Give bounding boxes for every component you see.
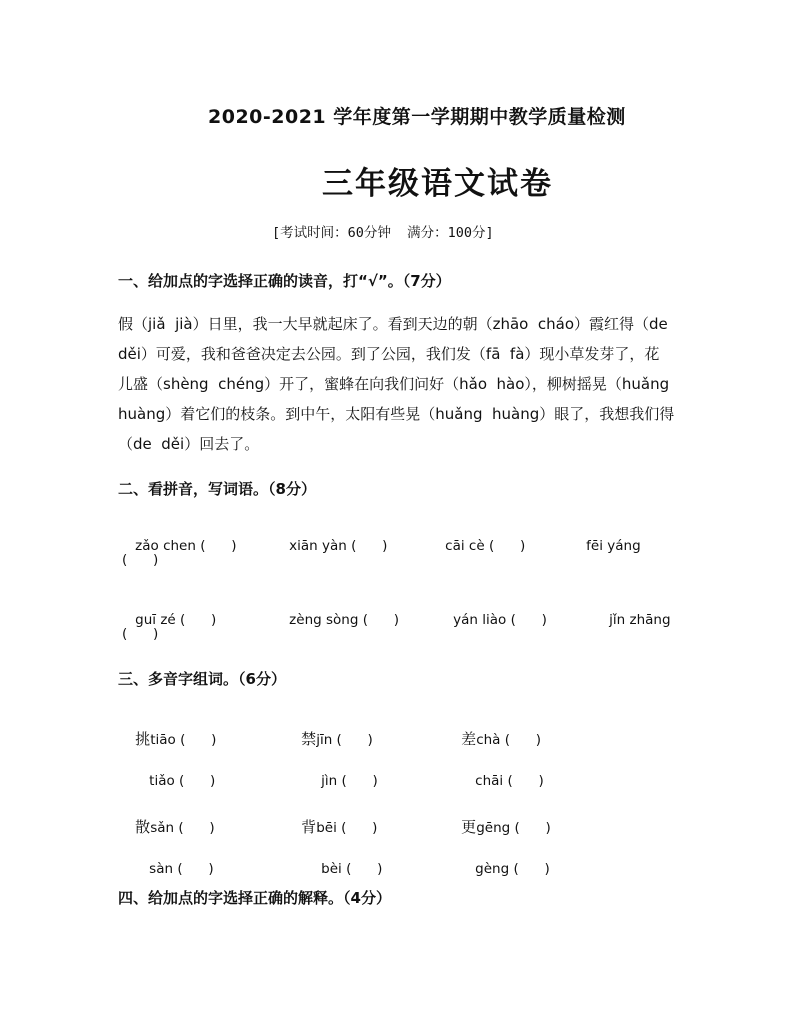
pinyin-item bbox=[272, 522, 387, 570]
answer-blank[interactable]: ( ) bbox=[177, 861, 214, 877]
pinyin-text: xiān yàn bbox=[289, 538, 347, 554]
pinyin-text: tiǎo bbox=[149, 773, 175, 789]
answer-blank[interactable]: ( ) bbox=[178, 820, 215, 836]
answer-blank[interactable]: ( ) bbox=[341, 820, 378, 836]
answer-blank[interactable]: ( ) bbox=[507, 773, 544, 789]
pinyin-text: sǎn bbox=[150, 820, 175, 836]
polyphone-char: 更 bbox=[461, 818, 477, 836]
pinyin-text: zèng sòng bbox=[289, 612, 359, 628]
pinyin-item bbox=[436, 596, 547, 644]
polyphone-char: 背 bbox=[301, 818, 317, 836]
answer-blank[interactable]: ( ) bbox=[341, 773, 378, 789]
answer-blank[interactable]: ( ) bbox=[504, 732, 542, 748]
polyphone-item bbox=[132, 757, 215, 805]
exam-info: [考试时间：60分钟 满分：100分] bbox=[272, 225, 494, 241]
pinyin-text: chà bbox=[476, 732, 501, 748]
answer-blank[interactable]: ( ) bbox=[180, 612, 217, 628]
passage-line: 儿盛（shèng chéng）开了，蜜蜂在向我们问好（hǎo hào），柳树摇晃（huǎng bbox=[118, 375, 670, 393]
pinyin-text: zǎo chen bbox=[135, 538, 196, 554]
section2-heading: 二、看拼音，写词语。（8分） bbox=[118, 480, 316, 498]
answer-blank[interactable]: ( ) bbox=[336, 732, 373, 748]
polyphone-item bbox=[304, 757, 378, 805]
answer-blank[interactable]: ( ) bbox=[179, 773, 216, 789]
pinyin-text: gèng bbox=[475, 861, 510, 877]
pinyin-text: sàn bbox=[149, 861, 174, 877]
answer-blank[interactable]: ( ) bbox=[351, 538, 388, 554]
pinyin-text: jǐn zhāng bbox=[609, 612, 671, 628]
passage-line: děi）可爱，我和爸爸决定去公园。到了公园，我们发（fā fà）现小草发芽了，花 bbox=[118, 345, 660, 363]
pinyin-text: fēi yáng bbox=[586, 538, 641, 554]
answer-blank[interactable]: ( ) bbox=[362, 612, 399, 628]
section1-heading: 一、给加点的字选择正确的读音，打“√”。（7分） bbox=[118, 272, 451, 290]
section1-passage bbox=[118, 309, 688, 459]
pinyin-item bbox=[592, 596, 671, 644]
polyphone-char: 散 bbox=[135, 818, 151, 836]
polyphone-char: 禁 bbox=[301, 730, 317, 748]
passage-line: 假（jiǎ jià）日里，我一大早就起床了。看到天边的朝（zhāo cháo）霞红得（de bbox=[118, 315, 668, 333]
pinyin-item bbox=[569, 522, 641, 570]
pinyin-text: bēi bbox=[316, 820, 337, 836]
pinyin-text: cāi cè bbox=[445, 538, 485, 554]
pinyin-text: jìn bbox=[321, 773, 338, 789]
pinyin-text: yán liào bbox=[453, 612, 507, 628]
pinyin-item bbox=[272, 596, 399, 644]
answer-blank[interactable]: ( ) bbox=[510, 612, 547, 628]
answer-blank[interactable]: ( ) bbox=[200, 538, 237, 554]
pinyin-item bbox=[428, 522, 525, 570]
pinyin-text: chāi bbox=[475, 773, 504, 789]
passage-line: huàng）着它们的枝条。到中午，太阳有些晃（huǎng huàng）眼了，我想我们得 bbox=[118, 405, 675, 423]
answer-blank[interactable]: ( ) bbox=[122, 626, 159, 642]
polyphone-item bbox=[304, 845, 382, 893]
answer-blank[interactable]: ( ) bbox=[346, 861, 383, 877]
answer-blank[interactable]: ( ) bbox=[514, 820, 551, 836]
passage-line: （de děi）回去了。 bbox=[118, 435, 260, 453]
answer-blank[interactable]: ( ) bbox=[122, 552, 159, 568]
section4-heading: 四、给加点的字选择正确的解释。（4分） bbox=[118, 889, 391, 907]
pinyin-text: tiāo bbox=[150, 732, 176, 748]
section3-heading: 三、多音字组词。（6分） bbox=[118, 670, 286, 688]
polyphone-item bbox=[458, 757, 544, 805]
exam-series-heading: 2020-2021 学年度第一学期期中教学质量检测 bbox=[208, 106, 626, 128]
pinyin-text: guī zé bbox=[135, 612, 176, 628]
polyphone-char: 差 bbox=[461, 730, 477, 748]
polyphone-char: 挑 bbox=[135, 730, 151, 748]
answer-blank[interactable]: ( ) bbox=[513, 861, 550, 877]
pinyin-text: jīn bbox=[316, 732, 333, 748]
page-title: 三年级语文试卷 bbox=[322, 166, 553, 202]
pinyin-text: gēng bbox=[476, 820, 511, 836]
answer-blank[interactable]: ( ) bbox=[180, 732, 217, 748]
answer-blank[interactable]: ( ) bbox=[488, 538, 526, 554]
polyphone-item bbox=[132, 845, 214, 893]
pinyin-text: bèi bbox=[321, 861, 342, 877]
polyphone-item bbox=[458, 845, 550, 893]
